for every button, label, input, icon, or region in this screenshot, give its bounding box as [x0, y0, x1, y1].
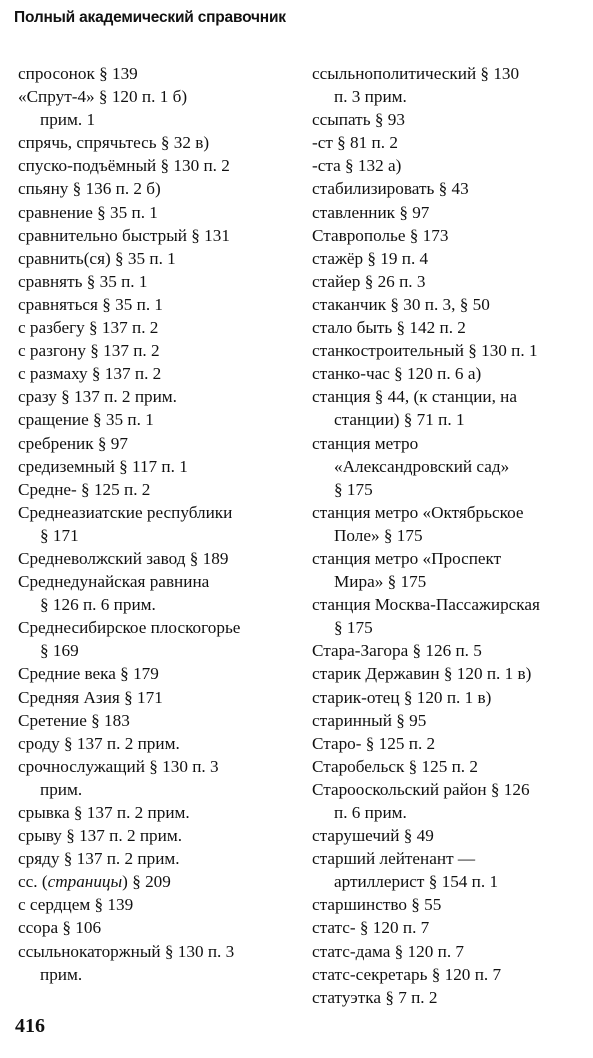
index-entry-term: сравнить(ся) § 35 п. 1 [18, 248, 176, 268]
index-entry-term: ссора § 106 [18, 918, 102, 938]
index-entry-continuation: прим. 1 [40, 110, 96, 130]
index-entry [18, 385, 300, 408]
index-entry [312, 847, 590, 893]
index-entry-term: с разбегу § 137 п. 2 [18, 318, 159, 338]
index-entry-term: ставленник § 97 [312, 202, 430, 222]
index-entry [312, 62, 590, 108]
index-entry-term: Среднеазиатские республики [18, 502, 233, 522]
index-column-right [312, 62, 590, 1009]
index-entry-term: ссыльнополитический § 130 [312, 64, 520, 83]
index-entry-continuation: артиллерист § 154 п. 1 [334, 872, 499, 892]
index-entry-term: Сретение § 183 [18, 710, 130, 730]
index-entry-term: Старооскольский район § 126 [312, 779, 530, 799]
index-entry [18, 916, 300, 939]
index-entry-term: сравнение § 35 п. 1 [18, 202, 158, 222]
index-entry [18, 870, 300, 893]
index-entry-term: средиземный § 117 п. 1 [18, 456, 188, 476]
index-entry [18, 824, 300, 847]
index-entry-term: Средние века § 179 [18, 664, 159, 684]
index-entry-continuation: прим. [40, 779, 83, 799]
index-entry-term: спросонок § 139 [18, 64, 138, 83]
index-entry-term: станкостроительный § 130 п. 1 [312, 341, 538, 361]
index-entry-continuation: прим. [40, 964, 83, 984]
index-entry [18, 177, 300, 200]
index-entry-term: сряду § 137 п. 2 прим. [18, 849, 180, 869]
index-entry [18, 247, 300, 270]
index-entry [18, 62, 300, 85]
index-entry [312, 893, 590, 916]
index-entry-continuation: § 126 п. 6 прим. [40, 595, 156, 615]
index-entry [312, 316, 590, 339]
index-entry [312, 201, 590, 224]
index-entry-term: ссыльнокаторжный § 130 п. 3 [18, 941, 235, 961]
index-entry [18, 755, 300, 801]
page-number: 416 [15, 1015, 45, 1037]
index-entry [312, 501, 590, 547]
index-entry [312, 824, 590, 847]
index-entry [18, 154, 300, 177]
index-entry [18, 547, 300, 570]
index-entry-continuation: «Александровский сад» [334, 456, 510, 476]
index-entry [18, 686, 300, 709]
index-entry [18, 801, 300, 824]
index-entry-continuation: § 169 [40, 641, 79, 661]
index-entry-term: Ставрополье § 173 [312, 225, 449, 245]
index-entry-term: Средняя Азия § 171 [18, 687, 163, 707]
index-entry-term: сребреник § 97 [18, 433, 128, 453]
index-entry-term: статуэтка § 7 п. 2 [312, 987, 438, 1007]
index-entry [312, 963, 590, 986]
index-entry-term: статс- § 120 п. 7 [312, 918, 430, 938]
index-entry-term: -ста § 132 а) [312, 156, 402, 176]
index-entry-term [18, 870, 300, 893]
index-entry-term: сроду § 137 п. 2 прим. [18, 733, 180, 753]
index-entry-italic-text: страницы [47, 872, 123, 892]
index-entry-term: срыву § 137 п. 2 прим. [18, 826, 183, 846]
index-entry-term: старшинство § 55 [312, 895, 442, 915]
index-entry [312, 986, 590, 1009]
index-entry [18, 131, 300, 154]
index-entry-term: статс-дама § 120 п. 7 [312, 941, 465, 961]
index-entry-term: срывка § 137 п. 2 прим. [18, 803, 190, 822]
index-entry-term: статс-секретарь § 120 п. 7 [312, 964, 502, 984]
index-entry-term: сравнять § 35 п. 1 [18, 271, 148, 291]
index-entry-term: старинный § 95 [312, 710, 427, 730]
index-entry-term: сравнительно быстрый § 131 [18, 225, 230, 245]
index-entry [312, 224, 590, 247]
index-entry-term: старик-отец § 120 п. 1 в) [312, 687, 492, 707]
index-entry-continuation: § 171 [40, 525, 79, 545]
index-entry [18, 455, 300, 478]
index-entry-term: ссыпать § 93 [312, 110, 405, 130]
index-entry [312, 108, 590, 131]
index-entry-term: станция метро «Проспект [312, 548, 502, 568]
index-entry-term: «Спрут-4» § 120 п. 1 б) [18, 87, 188, 107]
index-entry [18, 362, 300, 385]
index-entry-term: -ст § 81 п. 2 [312, 133, 398, 153]
index-entry [312, 432, 590, 501]
index-entry-term: Средневолжский завод § 189 [18, 548, 229, 568]
index-entry-term: станция метро [312, 433, 419, 453]
index-entry [18, 293, 300, 316]
index-entry-term: станция метро «Октябрьское [312, 502, 524, 522]
index-entry [18, 270, 300, 293]
index-entry [312, 339, 590, 362]
index-entry-term: спрячь, спрячьтесь § 32 в) [18, 133, 210, 153]
index-entry [312, 778, 590, 824]
index-entry-term: Среднедунайская равнина [18, 572, 210, 592]
index-entry-text: ) § 209 [122, 872, 171, 892]
index-entry-term: Старобельск § 125 п. 2 [312, 756, 478, 776]
index-entry-term: стаканчик § 30 п. 3, § 50 [312, 294, 490, 314]
index-entry-term: срочнослужащий § 130 п. 3 [18, 756, 219, 776]
index-entry [18, 893, 300, 916]
index-entry [18, 224, 300, 247]
index-entry [312, 755, 590, 778]
index-entry-term: Среднесибирское плоскогорье [18, 618, 241, 638]
index-entry [312, 131, 590, 154]
index-entry [18, 709, 300, 732]
index-entry-term: сразу § 137 п. 2 прим. [18, 387, 177, 407]
index-entry-text: сс. ( [18, 872, 48, 892]
index-entry-term: сравняться § 35 п. 1 [18, 294, 164, 314]
index-entry [18, 316, 300, 339]
index-entry [18, 432, 300, 455]
index-entry-term: с размаху § 137 п. 2 [18, 364, 162, 384]
index-entry [312, 547, 590, 593]
index-entry-term: станко-час § 120 п. 6 а) [312, 364, 482, 384]
index-entry-term: спуско-подъёмный § 130 п. 2 [18, 156, 230, 176]
index-entry [18, 339, 300, 362]
index-entry [312, 362, 590, 385]
index-entry-continuation: § 175 [334, 618, 373, 638]
index-entry-continuation: Мира» § 175 [334, 572, 427, 592]
index-entry-term: старик Державин § 120 п. 1 в) [312, 664, 532, 684]
running-header: Полный академический справочник [14, 9, 286, 26]
index-entry-term: старушечий § 49 [312, 826, 434, 846]
index-entry [18, 616, 300, 662]
index-entry-continuation: § 175 [334, 479, 373, 499]
index-entry-term: старший лейтенант — [312, 849, 476, 869]
index-entry [18, 478, 300, 501]
index-entry [312, 940, 590, 963]
index-entry [312, 732, 590, 755]
index-entry [18, 201, 300, 224]
index-entry [312, 270, 590, 293]
index-entry-term: Старо- § 125 п. 2 [312, 733, 436, 753]
index-entry [312, 686, 590, 709]
index-entry-term: стало быть § 142 п. 2 [312, 318, 466, 338]
index-entry-continuation: Поле» § 175 [334, 525, 423, 545]
index-entry [312, 639, 590, 662]
index-entry-term: стабилизировать § 43 [312, 179, 469, 199]
index-entry-term: стажёр § 19 п. 4 [312, 248, 429, 268]
index-entry-continuation: п. 3 прим. [334, 87, 407, 107]
index-column-left [18, 62, 300, 986]
index-entry [18, 847, 300, 870]
index-entry [312, 154, 590, 177]
index-entry-term: Стара-Загора § 126 п. 5 [312, 641, 482, 661]
index-entry-term: Средне- § 125 п. 2 [18, 479, 151, 499]
index-entry [18, 940, 300, 986]
index-entry [18, 408, 300, 431]
index-entry [18, 501, 300, 547]
index-entry [18, 570, 300, 616]
index-entry-term: станция Москва-Пассажирская [312, 595, 540, 615]
index-entry [312, 177, 590, 200]
index-entry [312, 662, 590, 685]
index-entry [312, 247, 590, 270]
index-entry-term: спьяну § 136 п. 2 б) [18, 179, 161, 199]
index-entry-term: с разгону § 137 п. 2 [18, 341, 160, 361]
index-entry-term: стайер § 26 п. 3 [312, 271, 426, 291]
index-entry [312, 593, 590, 639]
index-entry [312, 293, 590, 316]
index-entry [18, 85, 300, 131]
index-entry-term: станция § 44, (к станции, на [312, 387, 518, 407]
index-entry [312, 385, 590, 431]
index-entry-continuation: п. 6 прим. [334, 803, 407, 822]
index-entry [312, 709, 590, 732]
index-entry-term: сращение § 35 п. 1 [18, 410, 154, 430]
index-entry [18, 732, 300, 755]
index-entry-term: с сердцем § 139 [18, 895, 134, 915]
index-entry [312, 916, 590, 939]
index-entry [18, 662, 300, 685]
index-entry-continuation: станции) § 71 п. 1 [334, 410, 465, 430]
